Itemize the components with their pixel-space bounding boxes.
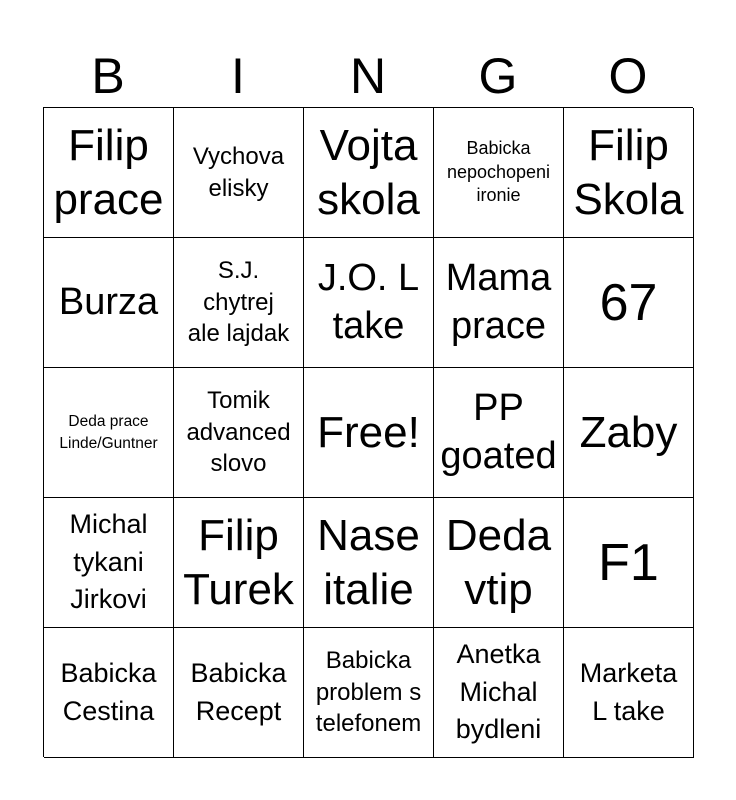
bingo-cell-r3-c4[interactable] (434, 368, 564, 498)
bingo-cell-r1-c3[interactable] (304, 108, 434, 238)
cell-label: J.O. L take (317, 257, 420, 347)
bingo-cell-r4-c3[interactable] (304, 498, 434, 628)
bingo-cell-r3-c1[interactable] (44, 368, 174, 498)
cell-label: S.J. chytrej ale lajdak (187, 256, 290, 348)
cell-label: F1 (598, 533, 659, 592)
bingo-cell-r1-c4[interactable] (434, 108, 564, 238)
header-letter-b: B (91, 48, 125, 104)
bingo-cell-r4-c5[interactable] (564, 498, 694, 628)
cell-label: Babicka nepochopeni ironie (446, 137, 551, 206)
bingo-cell-r5-c5[interactable] (564, 628, 694, 758)
cell-label: Filip Skola (573, 120, 684, 224)
bingo-cell-r4-c4[interactable] (434, 498, 564, 628)
header-letter-i: I (231, 48, 245, 104)
bingo-board (43, 107, 693, 757)
bingo-cell-r2-c4[interactable] (434, 238, 564, 368)
cell-label: 67 (599, 273, 658, 332)
bingo-cell-r1-c2[interactable] (174, 108, 304, 238)
cell-label: Deda vtip (445, 510, 552, 614)
bingo-cell-r1-c5[interactable] (564, 108, 694, 238)
cell-label: Vojta skola (317, 120, 420, 224)
cell-label: Filip prace (53, 120, 164, 224)
cell-label: Anetka Michal bydleni (455, 638, 542, 745)
bingo-header (43, 44, 693, 108)
bingo-cell-r5-c2[interactable] (174, 628, 304, 758)
cell-label: Babicka Recept (190, 657, 287, 726)
cell-label: Tomik advanced slovo (186, 386, 291, 478)
bingo-cell-r5-c3[interactable] (304, 628, 434, 758)
cell-label: PP goated (440, 387, 557, 477)
bingo-cell-r3-c5[interactable] (564, 368, 694, 498)
cell-label: Michal tykani Jirkovi (69, 508, 148, 615)
bingo-cell-r2-c5[interactable] (564, 238, 694, 368)
cell-label: Babicka problem s telefonem (315, 646, 422, 738)
bingo-cell-r4-c2[interactable] (174, 498, 304, 628)
header-letter-o: O (608, 48, 648, 104)
cell-label: Babicka Cestina (60, 657, 157, 726)
header-letter-g: G (478, 48, 518, 104)
cell-label: Zaby (579, 407, 678, 457)
cell-label: Nase italie (317, 510, 420, 614)
cell-label: Vychova elisky (192, 142, 285, 202)
bingo-cell-r5-c1[interactable] (44, 628, 174, 758)
bingo-cell-r2-c3[interactable] (304, 238, 434, 368)
header-letter-n: N (349, 48, 387, 104)
bingo-cell-r5-c4[interactable] (434, 628, 564, 758)
cell-label: Filip Turek (183, 510, 294, 614)
bingo-cell-r3-c3[interactable] (304, 368, 434, 498)
cell-label: Burza (58, 280, 159, 323)
cell-label: Marketa L take (579, 657, 678, 726)
bingo-cell-r2-c1[interactable] (44, 238, 174, 368)
cell-label: Deda prace Linde/Guntner (59, 412, 158, 452)
cell-label: Free! (317, 407, 420, 457)
bingo-cell-r4-c1[interactable] (44, 498, 174, 628)
cell-label: Mama prace (445, 257, 552, 347)
bingo-cell-r2-c2[interactable] (174, 238, 304, 368)
bingo-cell-r1-c1[interactable] (44, 108, 174, 238)
bingo-cell-r3-c2[interactable] (174, 368, 304, 498)
